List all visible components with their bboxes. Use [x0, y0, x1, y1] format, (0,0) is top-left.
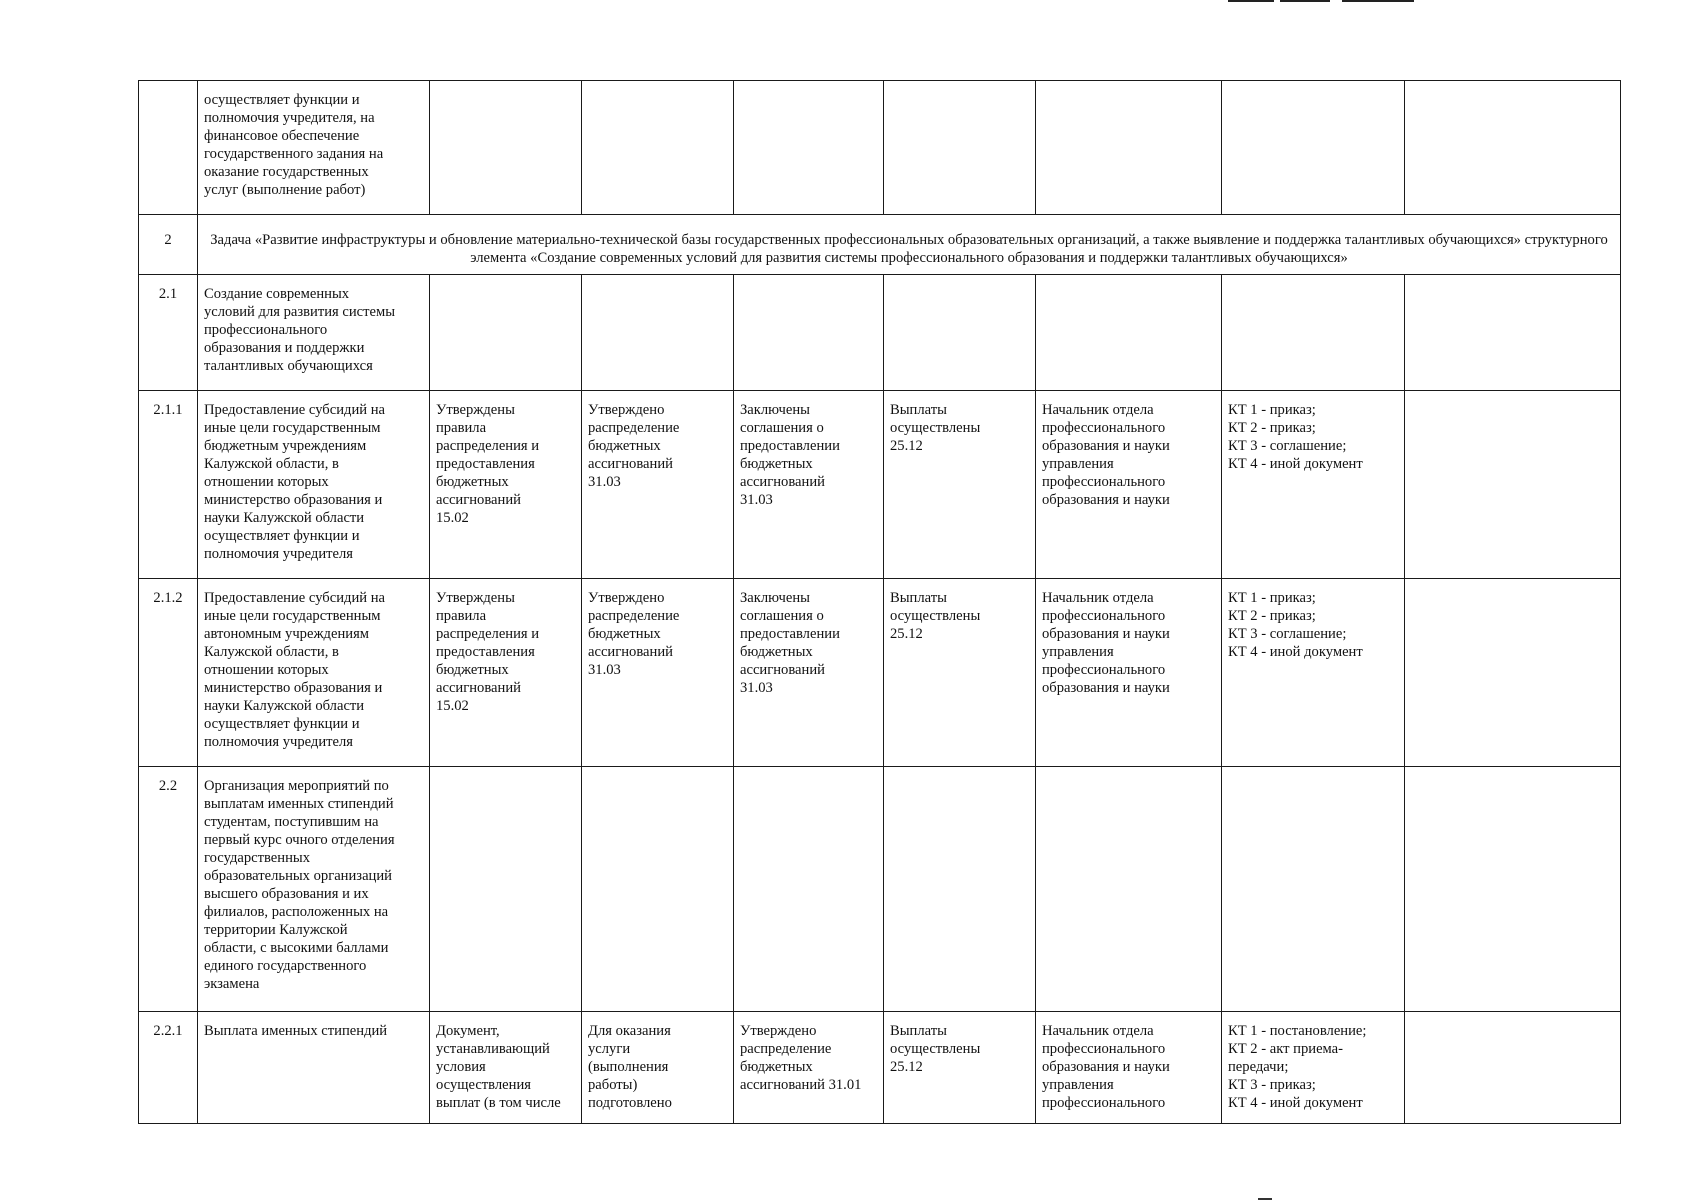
extra-cell: [1405, 275, 1621, 391]
documents-cell: [1222, 81, 1405, 215]
checkpoint-4-cell: [884, 275, 1036, 391]
extra-cell: [1405, 81, 1621, 215]
table-row: [139, 579, 1621, 767]
top-edge-mark: [1228, 0, 1274, 2]
task-row: [139, 215, 1621, 275]
row-number: 2.1.1: [139, 391, 198, 579]
extra-cell: [1405, 579, 1621, 767]
responsible-cell: [1036, 81, 1222, 215]
checkpoint-2-cell: [582, 275, 734, 391]
row-number: 2: [139, 215, 198, 275]
event-name-cell: Организация мероприятий по выплатам именных стипендий студентам, поступившим на первый курс очного отделения государственных образовательных организаций высшего образования и их филиалов, расположенных на территории Калужской области, с высокими баллами единого государственного экзамена: [198, 767, 430, 1012]
event-name-cell: Предоставление субсидий на иные цели государственным бюджетным учреждениям Калужской области, в отношении которых министерство образования и науки Калужской области осуществляет функции и полномочия учредителя: [198, 391, 430, 579]
checkpoint-4-cell: [884, 81, 1036, 215]
checkpoint-3-cell: Заключены соглашения о предоставлении бюджетных ассигнований 31.03: [734, 579, 884, 767]
row-number: 2.2: [139, 767, 198, 1012]
responsible-cell: Начальник отдела профессионального образования и науки управления профессионального образования и науки: [1036, 579, 1222, 767]
checkpoint-3-cell: Утверждено распределение бюджетных ассигнований 31.01: [734, 1012, 884, 1124]
row-number: [139, 81, 198, 215]
checkpoint-1-cell: [430, 767, 582, 1012]
checkpoint-4-cell: Выплаты осуществлены 25.12: [884, 391, 1036, 579]
checkpoint-2-cell: [582, 767, 734, 1012]
checkpoint-2-cell: Утверждено распределение бюджетных ассигнований 31.03: [582, 579, 734, 767]
row-number: 2.1: [139, 275, 198, 391]
top-edge-mark: [1280, 0, 1330, 2]
documents-cell: КТ 1 - постановление; КТ 2 - акт приема- передачи; КТ 3 - приказ; КТ 4 - иной документ: [1222, 1012, 1405, 1124]
responsible-cell: Начальник отдела профессионального образования и науки управления профессионального: [1036, 1012, 1222, 1124]
checkpoint-2-cell: [582, 81, 734, 215]
row-number: 2.1.2: [139, 579, 198, 767]
checkpoint-4-cell: Выплаты осуществлены 25.12: [884, 579, 1036, 767]
responsible-cell: [1036, 767, 1222, 1012]
table-row: [139, 391, 1621, 579]
plan-table: [138, 80, 1621, 1124]
responsible-cell: Начальник отдела профессионального образования и науки управления профессионального образования и науки: [1036, 391, 1222, 579]
checkpoint-2-cell: Утверждено распределение бюджетных ассигнований 31.03: [582, 391, 734, 579]
checkpoint-1-cell: Утверждены правила распределения и предоставления бюджетных ассигнований 15.02: [430, 579, 582, 767]
checkpoint-1-cell: [430, 275, 582, 391]
table-row: [139, 275, 1621, 391]
table-row: [139, 1012, 1621, 1124]
extra-cell: [1405, 767, 1621, 1012]
extra-cell: [1405, 391, 1621, 579]
checkpoint-1-cell: Документ, устанавливающий условия осуществления выплат (в том числе: [430, 1012, 582, 1124]
checkpoint-4-cell: [884, 767, 1036, 1012]
checkpoint-3-cell: [734, 81, 884, 215]
table-row: [139, 81, 1621, 215]
checkpoint-3-cell: [734, 275, 884, 391]
event-name-cell: Выплата именных стипендий: [198, 1012, 430, 1124]
extra-cell: [1405, 1012, 1621, 1124]
documents-cell: КТ 1 - приказ; КТ 2 - приказ; КТ 3 - соглашение; КТ 4 - иной документ: [1222, 579, 1405, 767]
table-row: [139, 767, 1621, 1012]
event-name-cell: Создание современных условий для развития системы профессионального образования и поддержки талантливых обучающихся: [198, 275, 430, 391]
checkpoint-3-cell: [734, 767, 884, 1012]
top-edge-mark: [1342, 0, 1414, 2]
documents-cell: [1222, 275, 1405, 391]
checkpoint-4-cell: Выплаты осуществлены 25.12: [884, 1012, 1036, 1124]
event-name-cell: осуществляет функции и полномочия учредителя, на финансовое обеспечение государственного задания на оказание государственных услуг (выполнение работ): [198, 81, 430, 215]
event-name-cell: Предоставление субсидий на иные цели государственным автономным учреждениям Калужской области, в отношении которых министерство образования и науки Калужской области осуществляет функции и полномочия учредителя: [198, 579, 430, 767]
documents-cell: КТ 1 - приказ; КТ 2 - приказ; КТ 3 - соглашение; КТ 4 - иной документ: [1222, 391, 1405, 579]
checkpoint-1-cell: Утверждены правила распределения и предоставления бюджетных ассигнований 15.02: [430, 391, 582, 579]
checkpoint-1-cell: [430, 81, 582, 215]
documents-cell: [1222, 767, 1405, 1012]
checkpoint-3-cell: Заключены соглашения о предоставлении бюджетных ассигнований 31.03: [734, 391, 884, 579]
row-number: 2.2.1: [139, 1012, 198, 1124]
checkpoint-2-cell: Для оказания услуги (выполнения работы) подготовлено: [582, 1012, 734, 1124]
task-description: Задача «Развитие инфраструктуры и обновление материально-технической базы государственных профессиональных образовательных организаций, а также выявление и поддержка талантливых обучающихся» структурного элемента «Создание современных условий для развития системы профессионального образования и поддержки талантливых обучающихся»: [198, 215, 1621, 275]
responsible-cell: [1036, 275, 1222, 391]
